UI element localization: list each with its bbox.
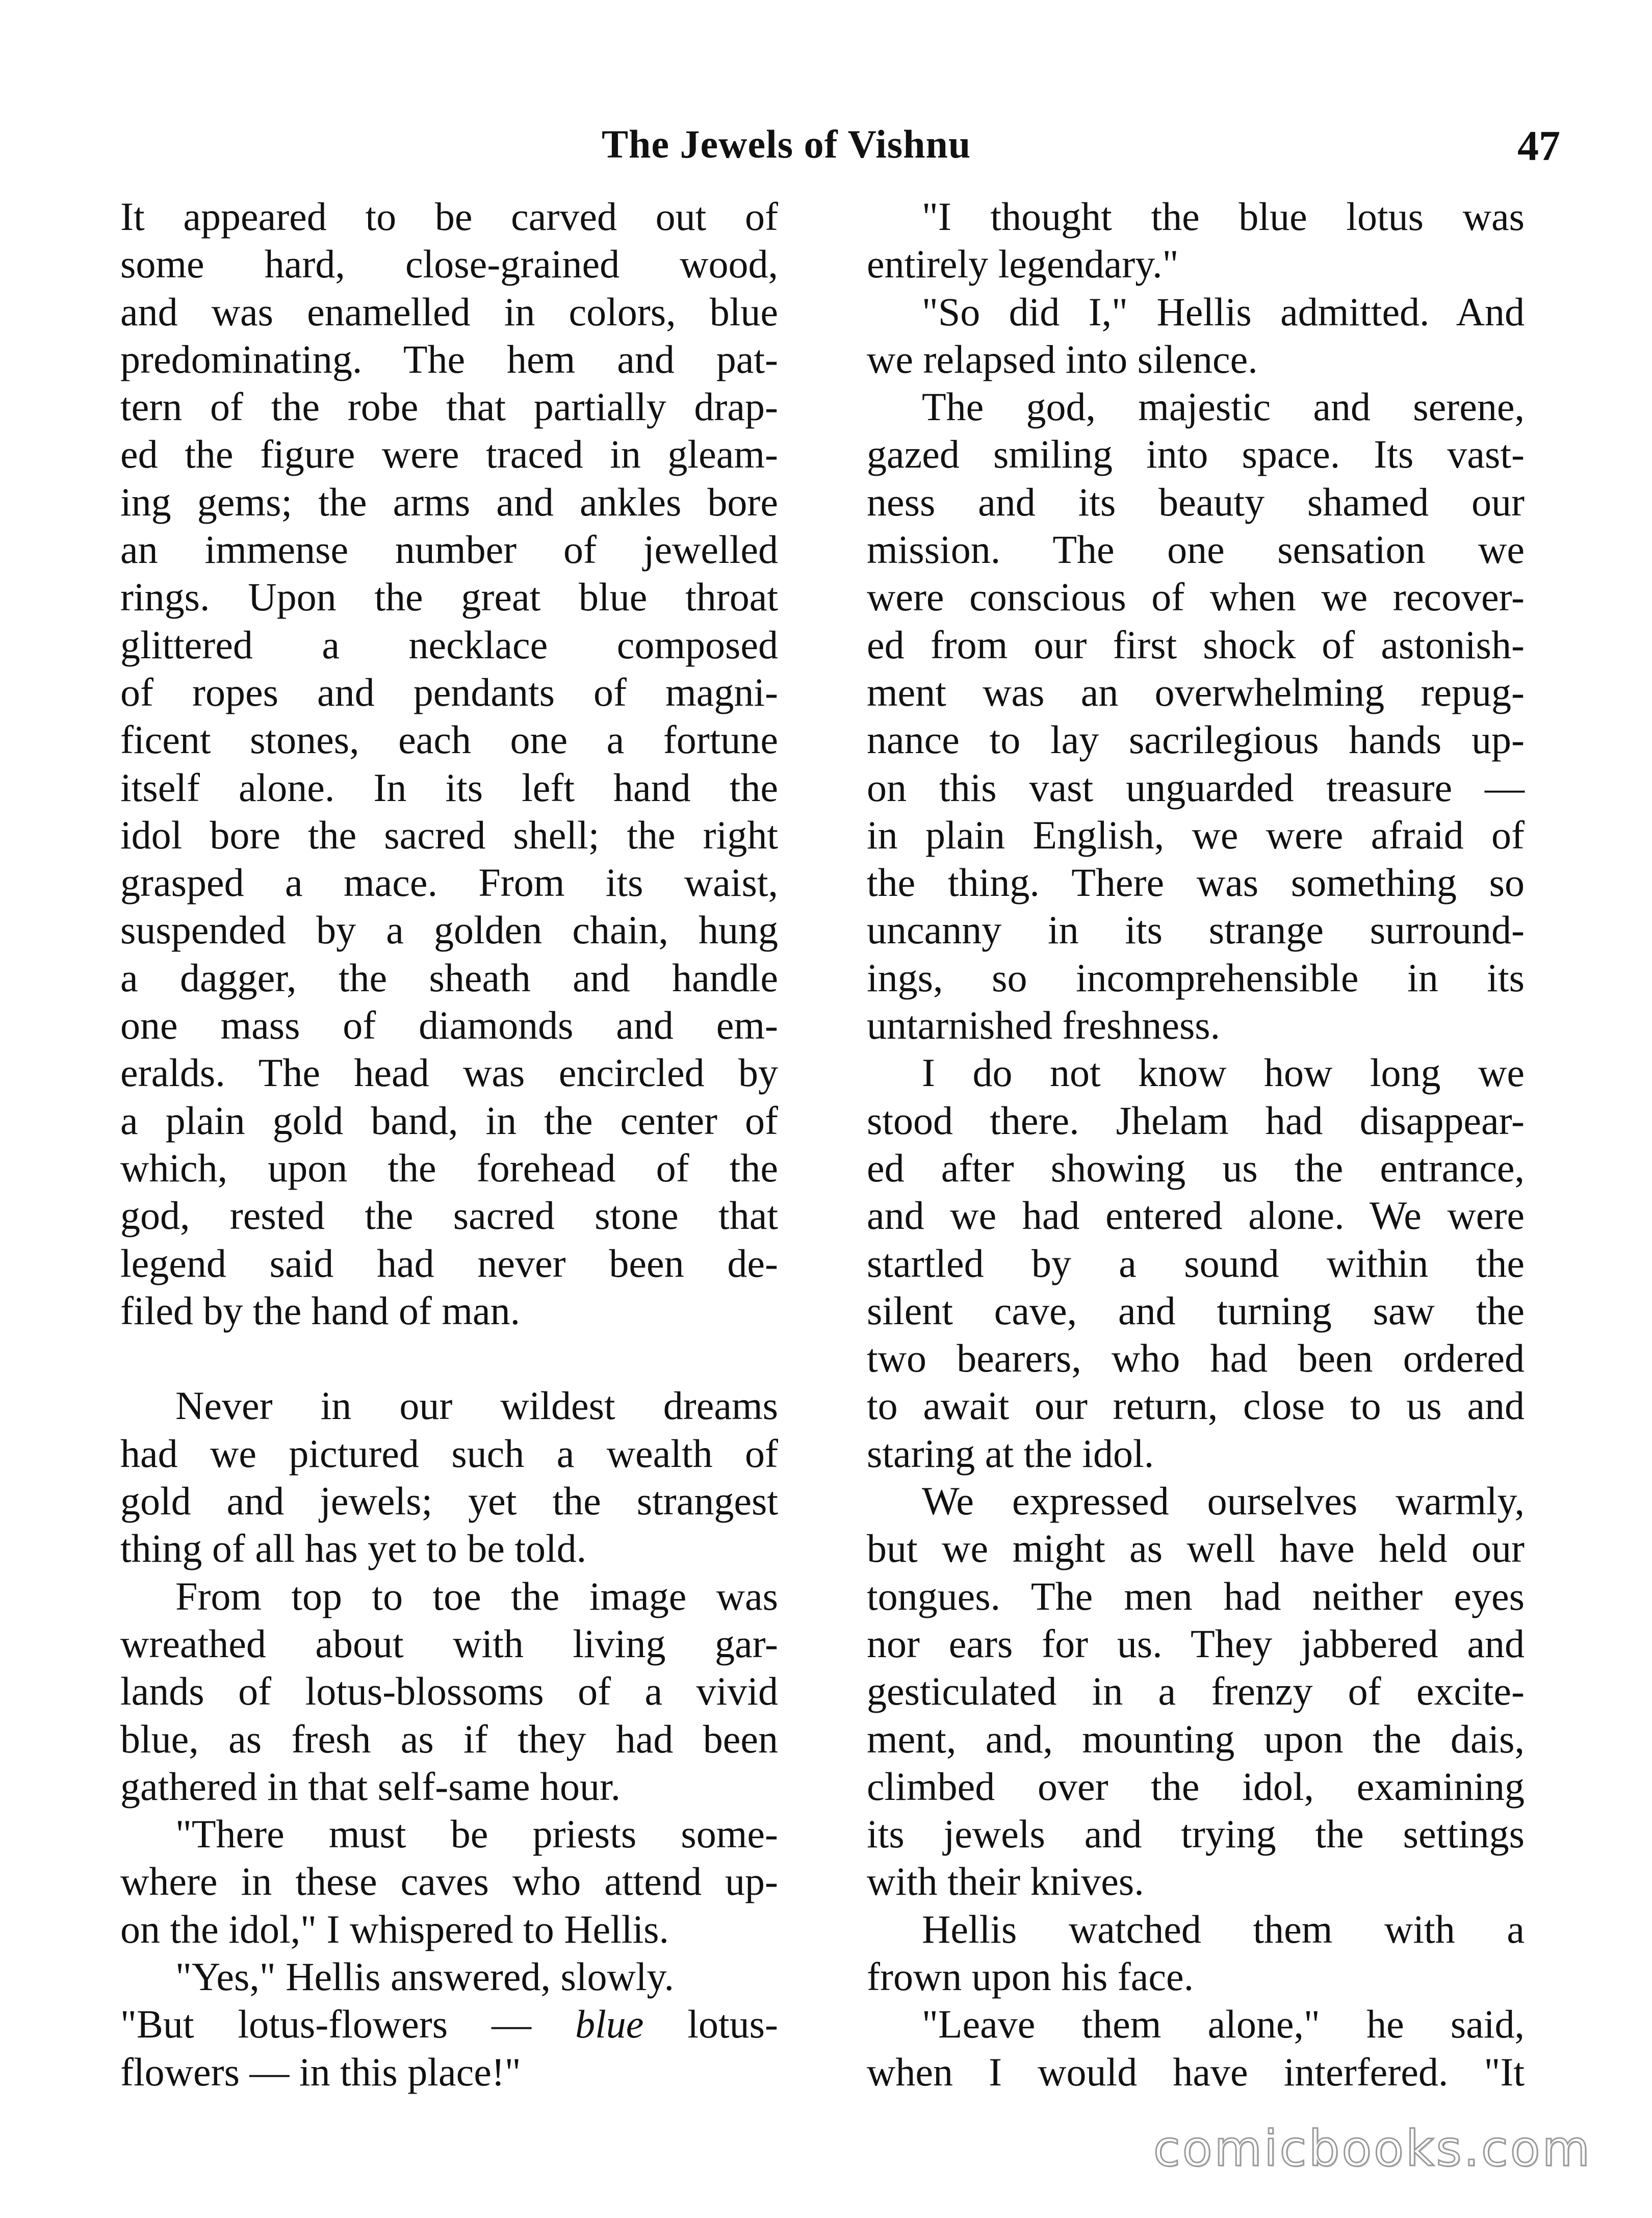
text-line: rings. Upon the great blue throat bbox=[120, 575, 778, 620]
text-line: ed after showing us the entrance, bbox=[867, 1145, 1525, 1190]
paragraph-gap bbox=[120, 1334, 778, 1382]
text-line: god, rested the sacred stone that bbox=[120, 1193, 778, 1238]
text-line: gold and jewels; yet the strangest bbox=[120, 1479, 778, 1524]
text-line: which, upon the forehead of the bbox=[120, 1145, 778, 1190]
text-line: we relapsed into silence. bbox=[867, 337, 1258, 381]
text-line: climbed over the idol, examining bbox=[867, 1764, 1525, 1809]
text-line: a plain gold band, in the center of bbox=[120, 1098, 778, 1143]
text-line: ings, so incomprehensible in its bbox=[867, 955, 1525, 1000]
text-line: two bearers, who had been ordered bbox=[867, 1336, 1525, 1381]
text-line: "There must be priests some- bbox=[175, 1812, 778, 1856]
text-line: with their knives. bbox=[867, 1859, 1144, 1904]
text-line: idol bore the sacred shell; the right bbox=[120, 812, 778, 857]
text-line: I do not know how long we bbox=[922, 1050, 1525, 1095]
text-line: on this vast unguarded treasure — bbox=[867, 765, 1525, 810]
text-line: blue, as fresh as if they had been bbox=[120, 1716, 778, 1761]
text-line: tongues. The men had neither eyes bbox=[867, 1574, 1525, 1618]
text-line: one mass of diamonds and em- bbox=[120, 1003, 778, 1048]
text-line: on the idol," I whispered to Hellis. bbox=[120, 1906, 669, 1951]
text-line: nor ears for us. They jabbered and bbox=[867, 1621, 1525, 1666]
text-line: staring at the idol. bbox=[867, 1431, 1154, 1476]
text-segment: lotus- bbox=[643, 2002, 779, 2047]
text-line: tern of the robe that partially drap- bbox=[120, 384, 778, 429]
text-line: Hellis watched them with a bbox=[922, 1906, 1525, 1951]
text-line: flowers — in this place!" bbox=[120, 2049, 521, 2094]
text-line: gathered in that self-same hour. bbox=[120, 1764, 621, 1809]
text-line: silent cave, and turning saw the bbox=[867, 1288, 1525, 1333]
text-line: ing gems; the arms and ankles bore bbox=[120, 479, 778, 524]
text-line: We expressed ourselves warmly, bbox=[922, 1479, 1525, 1524]
text-line: grasped a mace. From its waist, bbox=[120, 860, 778, 905]
text-line: mission. The one sensation we bbox=[867, 527, 1525, 572]
text-line: nance to lay sacrilegious hands up- bbox=[867, 717, 1525, 762]
text-line: the thing. There was something so bbox=[867, 860, 1525, 905]
text-line: in plain English, we were afraid of bbox=[867, 812, 1525, 857]
text-line: a dagger, the sheath and handle bbox=[120, 955, 778, 1000]
text-line: "Leave them alone," he said, bbox=[922, 2002, 1525, 2047]
text-line: The god, majestic and serene, bbox=[922, 384, 1525, 429]
text-line: wreathed about with living gar- bbox=[120, 1621, 778, 1666]
text-line: It appeared to be carved out of bbox=[120, 194, 778, 239]
text-line: legend said had never been de- bbox=[120, 1241, 778, 1285]
watermark-logo: comicbooks.com bbox=[1153, 2120, 1592, 2177]
text-line: lands of lotus-blossoms of a vivid bbox=[120, 1669, 778, 1714]
text-line: Never in our wildest dreams bbox=[175, 1383, 778, 1428]
text-line: suspended by a golden chain, hung bbox=[120, 908, 778, 952]
text-line: had we pictured such a wealth of bbox=[120, 1431, 778, 1476]
text-line: and we had entered alone. We were bbox=[867, 1193, 1525, 1238]
text-line: were conscious of when we recover- bbox=[867, 575, 1525, 620]
text-line: ness and its beauty shamed our bbox=[867, 479, 1525, 524]
text-line: "I thought the blue lotus was bbox=[922, 194, 1525, 239]
text-line: frown upon his face. bbox=[867, 1954, 1194, 1999]
text-line: to await our return, close to us and bbox=[867, 1383, 1525, 1428]
text-line: stood there. Jhelam had disappear- bbox=[867, 1098, 1525, 1143]
text-line: uncanny in its strange surround- bbox=[867, 908, 1525, 952]
text-line: its jewels and trying the settings bbox=[867, 1812, 1525, 1856]
text-line: predominating. The hem and pat- bbox=[120, 337, 778, 381]
text-line: From top to toe the image was bbox=[175, 1574, 778, 1618]
text-line: gesticulated in a frenzy of excite- bbox=[867, 1669, 1525, 1714]
text-line: of ropes and pendants of magni- bbox=[120, 669, 778, 714]
text-line: some hard, close-grained wood, bbox=[120, 242, 778, 287]
text-line: an immense number of jewelled bbox=[120, 527, 778, 572]
italic-word: blue bbox=[575, 2002, 644, 2047]
text-line: startled by a sound within the bbox=[867, 1241, 1525, 1285]
text-line: thing of all has yet to be told. bbox=[120, 1526, 587, 1571]
text-segment: "But lotus-flowers — bbox=[120, 2002, 576, 2047]
left-text-column bbox=[120, 193, 778, 2096]
text-line: untarnished freshness. bbox=[867, 1003, 1221, 1048]
page-number: 47 bbox=[1517, 122, 1560, 170]
text-line: where in these caves who attend up- bbox=[120, 1859, 778, 1904]
text-line: "Yes," Hellis answered, slowly. bbox=[175, 1954, 674, 1999]
text-line: when I would have interfered. "It bbox=[867, 2049, 1525, 2094]
page-header bbox=[0, 121, 1652, 183]
text-line: but we might as well have held our bbox=[867, 1526, 1525, 1571]
text-line: glittered a necklace composed bbox=[120, 622, 778, 667]
text-line: ment was an overwhelming repug- bbox=[867, 669, 1525, 714]
text-line: itself alone. In its left hand the bbox=[120, 765, 778, 810]
text-line bbox=[120, 2000, 778, 2048]
right-text-column bbox=[867, 193, 1525, 2096]
text-line: ed the figure were traced in gleam- bbox=[120, 432, 778, 477]
text-line: ment, and, mounting upon the dais, bbox=[867, 1716, 1525, 1761]
running-title: The Jewels of Vishnu bbox=[602, 122, 971, 166]
text-line: and was enamelled in colors, blue bbox=[120, 289, 778, 334]
text-line: ficent stones, each one a fortune bbox=[120, 717, 778, 762]
text-line: filed by the hand of man. bbox=[120, 1288, 521, 1333]
text-line: entirely legendary." bbox=[867, 242, 1179, 287]
text-line: ed from our first shock of astonish- bbox=[867, 622, 1525, 667]
text-line: "So did I," Hellis admitted. And bbox=[922, 289, 1525, 334]
text-line: eralds. The head was encircled by bbox=[120, 1050, 778, 1095]
text-line: gazed smiling into space. Its vast- bbox=[867, 432, 1525, 477]
